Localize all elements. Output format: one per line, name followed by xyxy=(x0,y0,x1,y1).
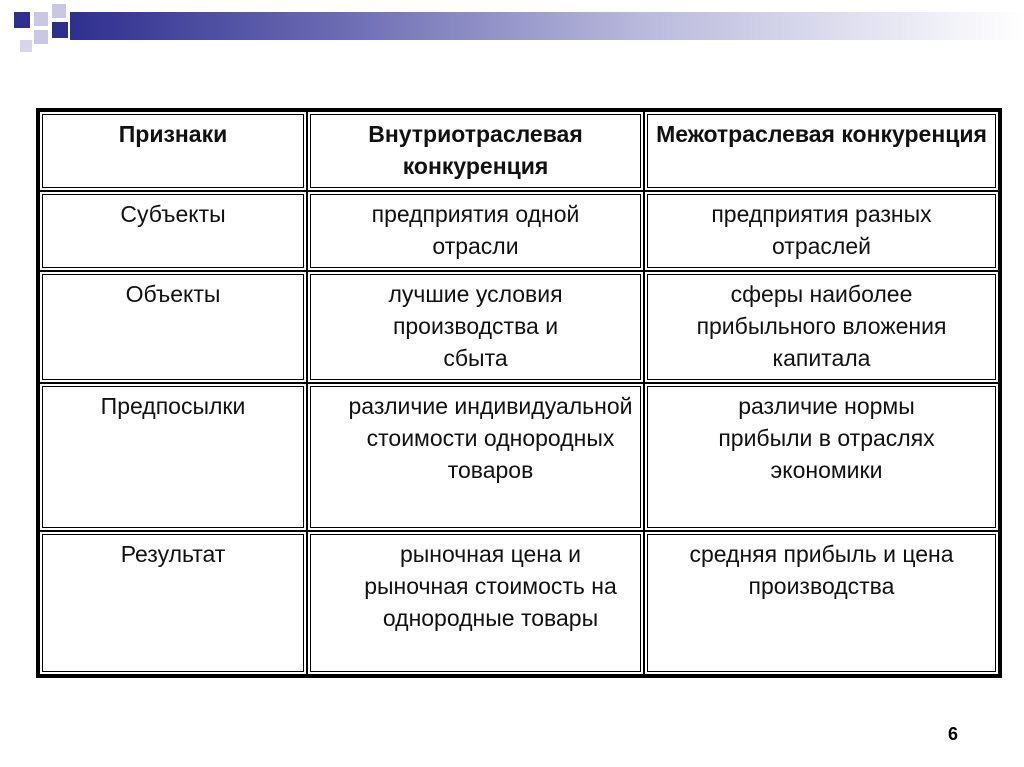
table-row xyxy=(39,383,999,531)
table-cell: различие нормы прибыли в отраслях экономики xyxy=(644,383,999,531)
table-header-row xyxy=(39,111,999,191)
table-cell: предприятия разных отраслей xyxy=(644,191,999,271)
page-number: 6 xyxy=(948,724,959,744)
comparison-table xyxy=(36,108,1002,678)
decor-square-light xyxy=(20,40,32,52)
table-cell: средняя прибыль и цена производства xyxy=(644,531,999,675)
decor-square-dark xyxy=(14,12,30,28)
decor-gradient-bar xyxy=(70,12,1024,40)
table-cell: различие индивидуальной стоимости однородных товаров xyxy=(307,383,644,531)
decor-square-light xyxy=(34,12,48,26)
row-label: Предпосылки xyxy=(39,383,307,531)
decor-square-light xyxy=(34,30,48,44)
table-cell: лучшие условия производства и сбыта xyxy=(307,271,644,383)
header-cell-features: Признаки xyxy=(39,111,307,191)
decor-square-dark xyxy=(52,22,68,38)
table-row xyxy=(39,531,999,675)
row-label: Субъекты xyxy=(39,191,307,271)
row-label: Объекты xyxy=(39,271,307,383)
table-row xyxy=(39,271,999,383)
table-cell: предприятия одной отрасли xyxy=(307,191,644,271)
table-cell: рыночная цена и рыночная стоимость на однородные товары xyxy=(307,531,644,675)
table-row xyxy=(39,191,999,271)
header-cell-inter-industry: Межотраслевая конкуренция xyxy=(644,111,999,191)
table-cell: сферы наиболее прибыльного вложения капитала xyxy=(644,271,999,383)
row-label: Результат xyxy=(39,531,307,675)
slide-header-decoration xyxy=(0,0,1024,70)
decor-square-light xyxy=(52,4,66,18)
header-cell-intra-industry: Внутриотраслевая конкуренция xyxy=(307,111,644,191)
